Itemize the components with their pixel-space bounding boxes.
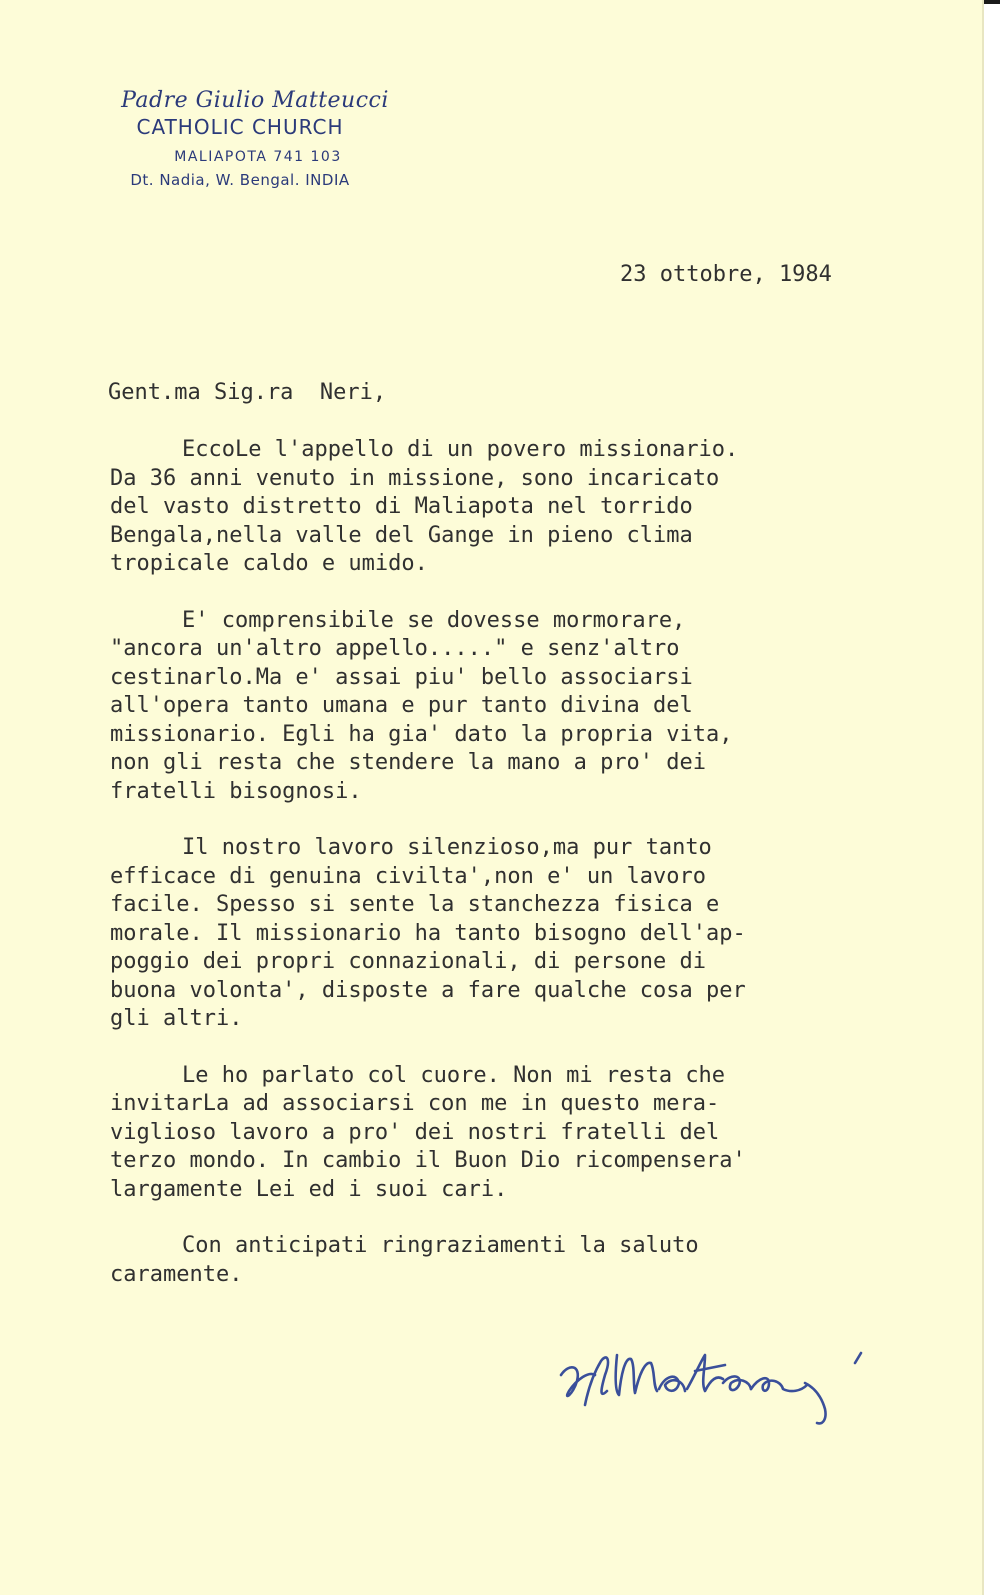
handwritten-signature — [555, 1335, 895, 1430]
paragraph-line: non gli resta che stendere la mano a pro' dei — [110, 750, 707, 775]
paragraph-line: E' comprensibile se dovesse mormorare, — [182, 607, 686, 633]
paragraph-line: tropicale caldo e umido. — [110, 551, 428, 576]
paragraph-line: Il nostro lavoro silenzioso,ma pur tanto — [182, 835, 712, 860]
paragraph — [110, 1232, 960, 1289]
letter-date: 23 ottobre, 1984 — [620, 262, 832, 287]
letterhead-name: Padre Giulio Matteucci — [121, 88, 389, 113]
salutation: Gent.ma Sig.ra Neri, — [108, 380, 387, 405]
paragraph-line: missionario. Egli ha gia' dato la propria vita, — [110, 721, 733, 747]
paragraph-line: morale. Il missionario ha tanto bisogno dell'ap- — [110, 920, 746, 946]
letterhead — [60, 88, 420, 189]
paragraph — [110, 436, 960, 579]
paragraph-line: terzo mondo. In cambio il Buon Dio ricompensera' — [110, 1148, 746, 1173]
paragraph-line: buona volonta', disposte a fare qualche cosa per — [110, 977, 746, 1003]
paragraph-line: viglioso lavoro a pro' dei nostri fratelli del — [110, 1119, 720, 1145]
paragraph — [110, 607, 960, 807]
paragraph-line: Con anticipati ringraziamenti la saluto — [182, 1233, 699, 1258]
paragraph-line: all'opera tanto umana e pur tanto divina del — [110, 693, 693, 718]
paragraph — [110, 834, 960, 1034]
paragraph-line: gli altri. — [110, 1006, 243, 1031]
paragraph-line: fratelli bisognosi. — [110, 778, 362, 804]
paragraph-line: largamente Lei ed i suoi cari. — [110, 1176, 508, 1202]
letterhead-district: Dt. Nadia, W. Bengal. INDIA — [130, 171, 350, 189]
paragraph — [110, 1062, 960, 1205]
paragraph-line: efficace di genuina civilta',non e' un lavoro — [110, 863, 707, 889]
paragraph-line: Bengala,nella valle del Gange in pieno clima — [110, 522, 693, 548]
paragraph-line: cestinarlo.Ma e' assai piu' bello associarsi — [110, 664, 693, 690]
paragraph-line: invitarLa ad associarsi con me in questo mera- — [110, 1091, 720, 1116]
paragraph-line: facile. Spesso si sente la stanchezza fisica e — [110, 892, 720, 917]
letter-body — [110, 436, 960, 1317]
paragraph-line: "ancora un'altro appello....." e senz'altro — [110, 636, 680, 661]
letterhead-church: CATHOLIC CHURCH — [136, 115, 344, 139]
paragraph-line: poggio dei propri connazionali, di persone di — [110, 949, 707, 974]
paragraph-line: caramente. — [110, 1261, 243, 1287]
paragraph-line: Le ho parlato col cuore. Non mi resta che — [182, 1062, 726, 1088]
paragraph-line: del vasto distretto di Maliapota nel torrido — [110, 494, 693, 519]
paragraph-line: EccoLe l'appello di un povero missionario. — [182, 437, 739, 462]
paragraph-line: Da 36 anni venuto in missione, sono incaricato — [110, 465, 720, 491]
letterhead-city: MALIAPOTA 741 103 — [174, 149, 342, 165]
